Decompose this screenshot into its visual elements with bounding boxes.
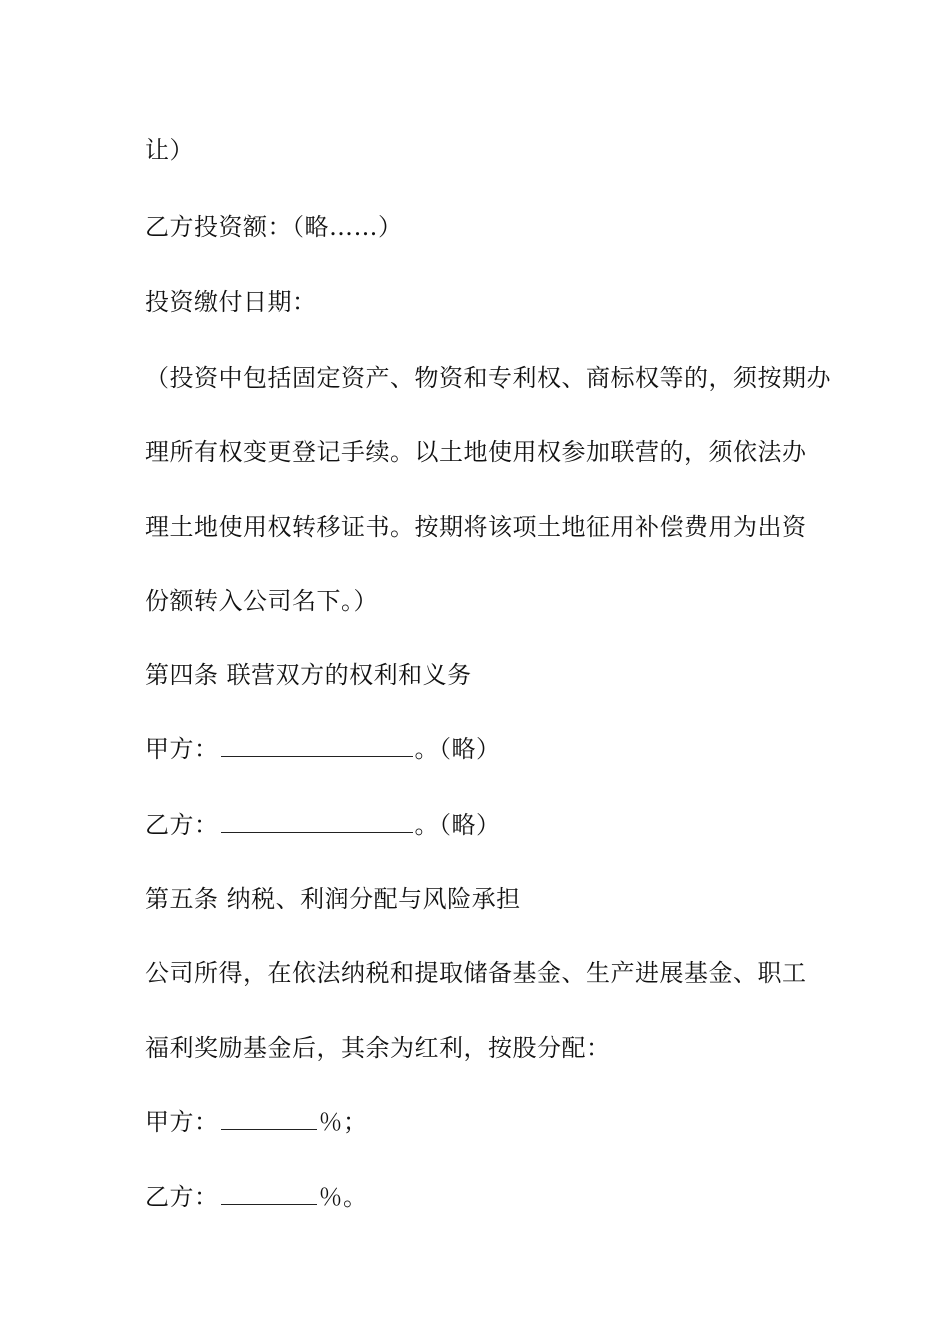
party-b-label: 乙方： (145, 811, 219, 839)
article-five-heading: 第五条 纳税、利润分配与风险承担 (145, 885, 521, 913)
party-a-rights-line (145, 734, 825, 764)
article-four-heading: 第四条 联营双方的权利和义务 (145, 661, 472, 689)
party-a-label: 甲方： (145, 1108, 219, 1136)
paragraph-line: （投资中包括固定资产、物资和专利权、商标权等的，须按期办 (145, 364, 831, 392)
party-a-share-line (145, 1107, 825, 1137)
paragraph-line: 理土地使用权转移证书。按期将该项土地征用补偿费用为出资 (145, 513, 807, 541)
party-b-investment-line: 乙方投资额：（略……） (145, 213, 403, 241)
text-line: 让） (145, 136, 194, 164)
party-b-label: 乙方： (145, 1183, 219, 1211)
paragraph-line: 公司所得，在依法纳税和提取储备基金、生产进展基金、职工 (145, 959, 807, 987)
party-b-share-line (145, 1182, 825, 1212)
paragraph-line: 理所有权变更登记手续。以土地使用权参加联营的，须依法办 (145, 438, 807, 466)
party-b-share-suffix: ％。 (318, 1183, 368, 1211)
fill-in-blank (221, 1107, 317, 1130)
payment-date-line: 投资缴付日期： (145, 288, 317, 316)
paragraph-line: 福利奖励基金后，其余为红利，按股分配： (145, 1034, 611, 1062)
fill-in-blank (221, 1182, 317, 1205)
paragraph-line: 份额转入公司名下。） (145, 587, 378, 615)
party-b-rights-line (145, 810, 825, 840)
party-a-rights-suffix: 。（略） (414, 735, 501, 763)
fill-in-blank (221, 734, 413, 757)
party-b-rights-suffix: 。（略） (414, 811, 501, 839)
party-a-label: 甲方： (145, 735, 219, 763)
party-a-share-suffix: ％； (318, 1108, 368, 1136)
fill-in-blank (221, 810, 413, 833)
